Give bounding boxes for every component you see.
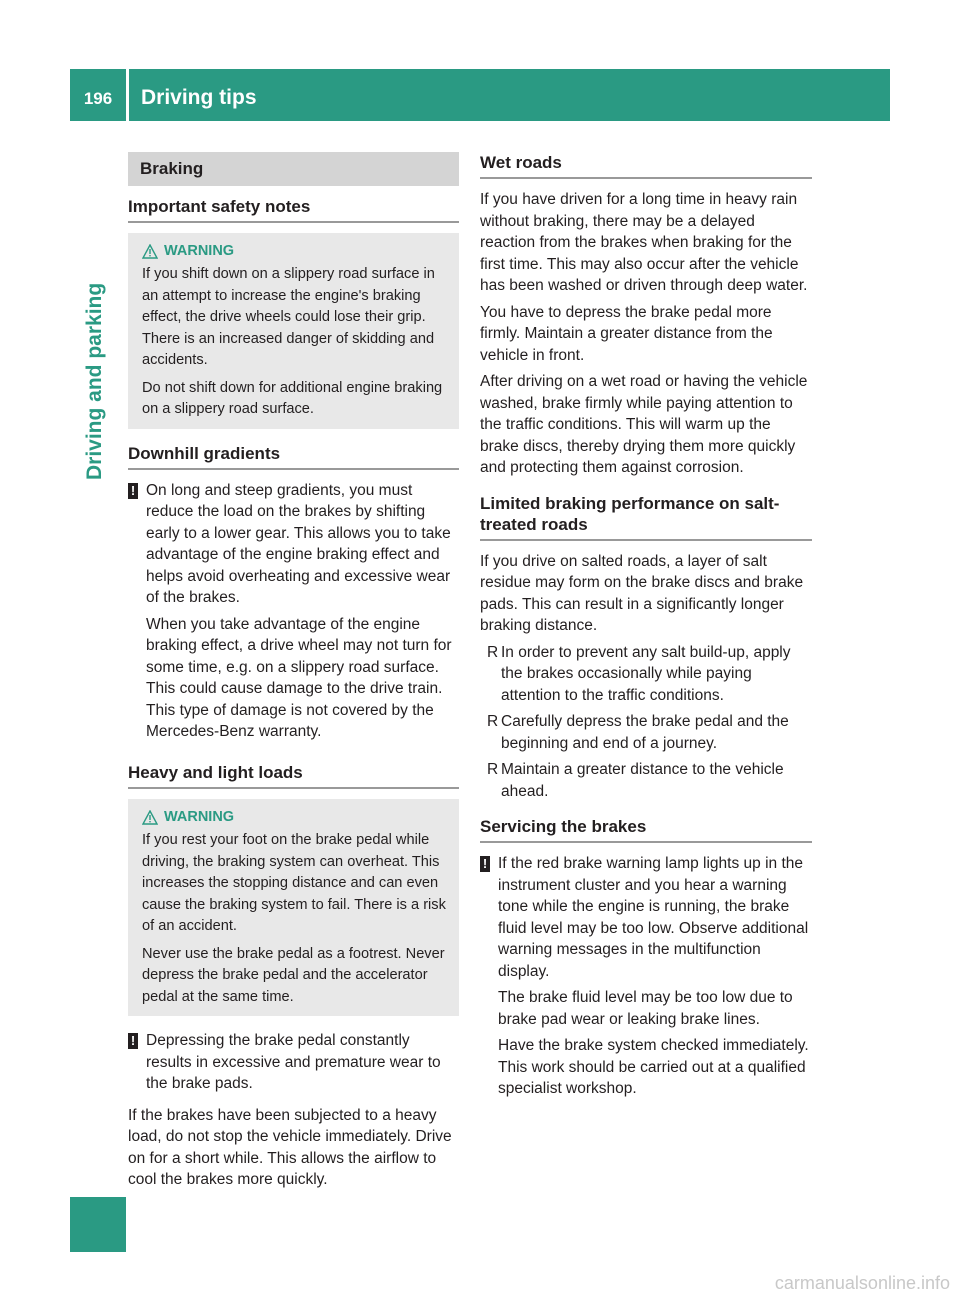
warning-box (128, 799, 459, 1017)
bullet-icon: R (487, 761, 499, 778)
warning-text: Never use the brake pedal as a footrest. Never depress the brake pedal and the accelerator pedal at the same time. (142, 945, 445, 1005)
list-item-text: In order to prevent any salt build-up, apply the brakes occasionally while paying attention to the traffic conditions. (501, 643, 791, 704)
side-tab-label: Driving and parking (83, 282, 106, 480)
notice-text: On long and steep gradients, you must reduce the load on the brakes by shifting early to a lower gear. This allows you to take advantage of the engine braking effect and helps avoid overheating and excessive wear of the brakes. (146, 481, 451, 606)
heading-wet-roads: Wet roads (480, 152, 812, 179)
list-item-text: Maintain a greater distance to the vehicle ahead. (501, 761, 784, 800)
warning-title (142, 807, 451, 829)
notice-block (128, 480, 459, 748)
warning-label: WARNING (164, 808, 235, 825)
body-text: You have to depress the brake pedal more firmly. Maintain a greater distance from the vehicle in front. (480, 303, 773, 364)
notice-block (480, 853, 812, 1105)
heading-downhill: Downhill gradients (128, 443, 459, 470)
warning-box (128, 233, 459, 429)
notice-text: Depressing the brake pedal constantly results in excessive and premature wear to the brake pads. (146, 1032, 441, 1092)
heading-safety-notes: Important safety notes (128, 196, 459, 223)
list-item (480, 759, 812, 802)
watermark: carmanualsonline.info (774, 1273, 950, 1293)
body-text: If you drive on salted roads, a layer of salt residue may form on the brake discs and brake pads. This can result in a significantly longer braking distance. (480, 552, 804, 634)
warning-title (142, 241, 451, 263)
list-item-text: Carefully depress the brake pedal and the beginning and end of a journey. (501, 713, 789, 752)
warning-triangle-icon (142, 244, 158, 259)
page-header-title: Driving tips (129, 69, 890, 121)
section-band-braking: Braking (128, 152, 459, 186)
exclamation-icon: ! (128, 1033, 138, 1049)
body-text: If the brakes have been subjected to a heavy load, do not stop the vehicle immediately. Drive on for a short while. This allows the airflow to cool the brakes more quickly. (128, 1106, 452, 1188)
warning-text: Do not shift down for additional engine braking on a slippery road surface. (142, 379, 443, 417)
exclamation-icon: ! (480, 856, 490, 872)
bullet-icon: R (487, 713, 499, 730)
body-text: If you have driven for a long time in heavy rain without braking, there may be a delayed reaction from the brakes when braking for the first time. This may also occur after the vehicle has been washed or driven through deep water. (480, 191, 808, 294)
notice-text: Have the brake system checked immediately. This work should be carried out at a qualified specialist workshop. (498, 1037, 809, 1097)
page-number: 196 (70, 69, 126, 121)
list-item (480, 711, 812, 754)
bullet-icon: R (487, 643, 499, 661)
notice-text: The brake fluid level may be too low due to brake pad wear or leaking brake lines. (498, 989, 793, 1028)
heading-servicing: Servicing the brakes (480, 816, 812, 843)
warning-text: If you rest your foot on the brake pedal while driving, the braking system can overheat. This increases the stopping distance and can even cause the braking system to fail. There is a risk of an accident. (142, 832, 446, 934)
notice-block (128, 1030, 459, 1100)
exclamation-icon: ! (128, 483, 138, 499)
body-text: After driving on a wet road or having the vehicle washed, brake firmly while paying attention to the traffic conditions. This will warm up the brake discs, thereby drying them more quickly and protecting them against corrosion. (480, 373, 808, 476)
right-column (480, 152, 812, 1110)
side-tab-marker (70, 1197, 126, 1252)
heading-salt-roads: Limited braking performance on salt-treated roads (480, 493, 812, 541)
notice-text: If the red brake warning lamp lights up in the instrument cluster and you hear a warning tone while the engine is running, the brake fluid level may be too low. Observe additional warning messages in the multifunction display. (498, 855, 809, 980)
left-column (128, 152, 459, 1196)
notice-text: When you take advantage of the engine braking effect, a drive wheel may not turn for some time, e.g. on a slippery road surface. This could cause damage to the drive train. This type of damage is not covered by the Mercedes-Benz warranty. (146, 615, 452, 740)
list-item (480, 642, 812, 707)
warning-label: WARNING (164, 242, 235, 259)
warning-triangle-icon (142, 810, 158, 825)
heading-loads: Heavy and light loads (128, 762, 459, 789)
warning-text: If you shift down on a slippery road surface in an attempt to increase the engine's braking effect, the drive wheels could lose their grip. There is an increased danger of skidding and accidents. (142, 266, 435, 368)
